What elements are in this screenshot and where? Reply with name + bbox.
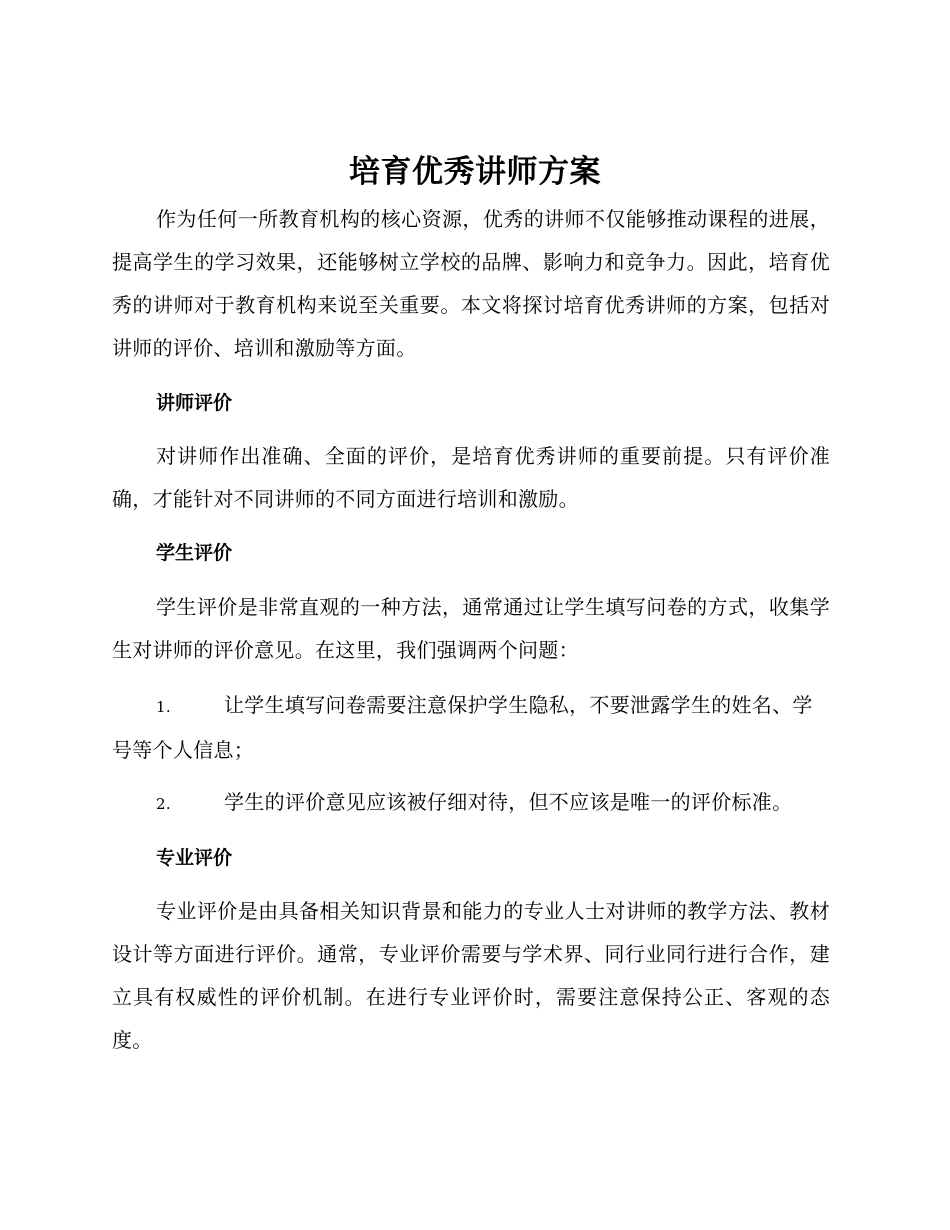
section-paragraph-professional-evaluation: 专业评价是由具备相关知识背景和能力的专业人士对讲师的教学方法、教材设计等方面进行评价。通常，专业评价需要与学术界、同行业同行进行合作，建立具有权威性的评价机制。在进行专业评价时，需要注意保持公正、客观的态度。 (112, 899, 830, 1052)
list-item-text: 学生的评价意见应该被仔细对待，但不应该是唯一的评价标准。 (224, 790, 793, 814)
list-item-number: 2. (156, 795, 171, 813)
list-item-number: 1. (156, 698, 171, 716)
section-heading-student-evaluation: 学生评价 (156, 542, 233, 564)
section-paragraph-student-evaluation: 学生评价是非常直观的一种方法，通常通过让学生填写问卷的方式，收集学生对讲师的评价意见。在这里，我们强调两个问题： (112, 595, 830, 662)
intro-paragraph: 作为任何一所教育机构的核心资源，优秀的讲师不仅能够推动课程的进展，提高学生的学习效果，还能够树立学校的品牌、影响力和竞争力。因此，培育优秀的讲师对于教育机构来说至关重要。本文将探讨培育优秀讲师的方案，包括对讲师的评价、培训和激励等方面。 (112, 207, 830, 360)
section-heading-teacher-evaluation: 讲师评价 (156, 392, 233, 414)
list-item-text: 让学生填写问卷需要注意保护学生隐私，不要泄露学生的姓名、学号等个人信息； (112, 693, 813, 762)
document-title: 培育优秀讲师方案 (349, 154, 601, 190)
section-paragraph-teacher-evaluation: 对讲师作出准确、全面的评价，是培育优秀讲师的重要前提。只有评价准确，才能针对不同讲师的不同方面进行培训和激励。 (112, 444, 830, 511)
list-item (112, 684, 830, 772)
section-heading-professional-evaluation: 专业评价 (156, 847, 233, 869)
list-item (112, 781, 830, 826)
